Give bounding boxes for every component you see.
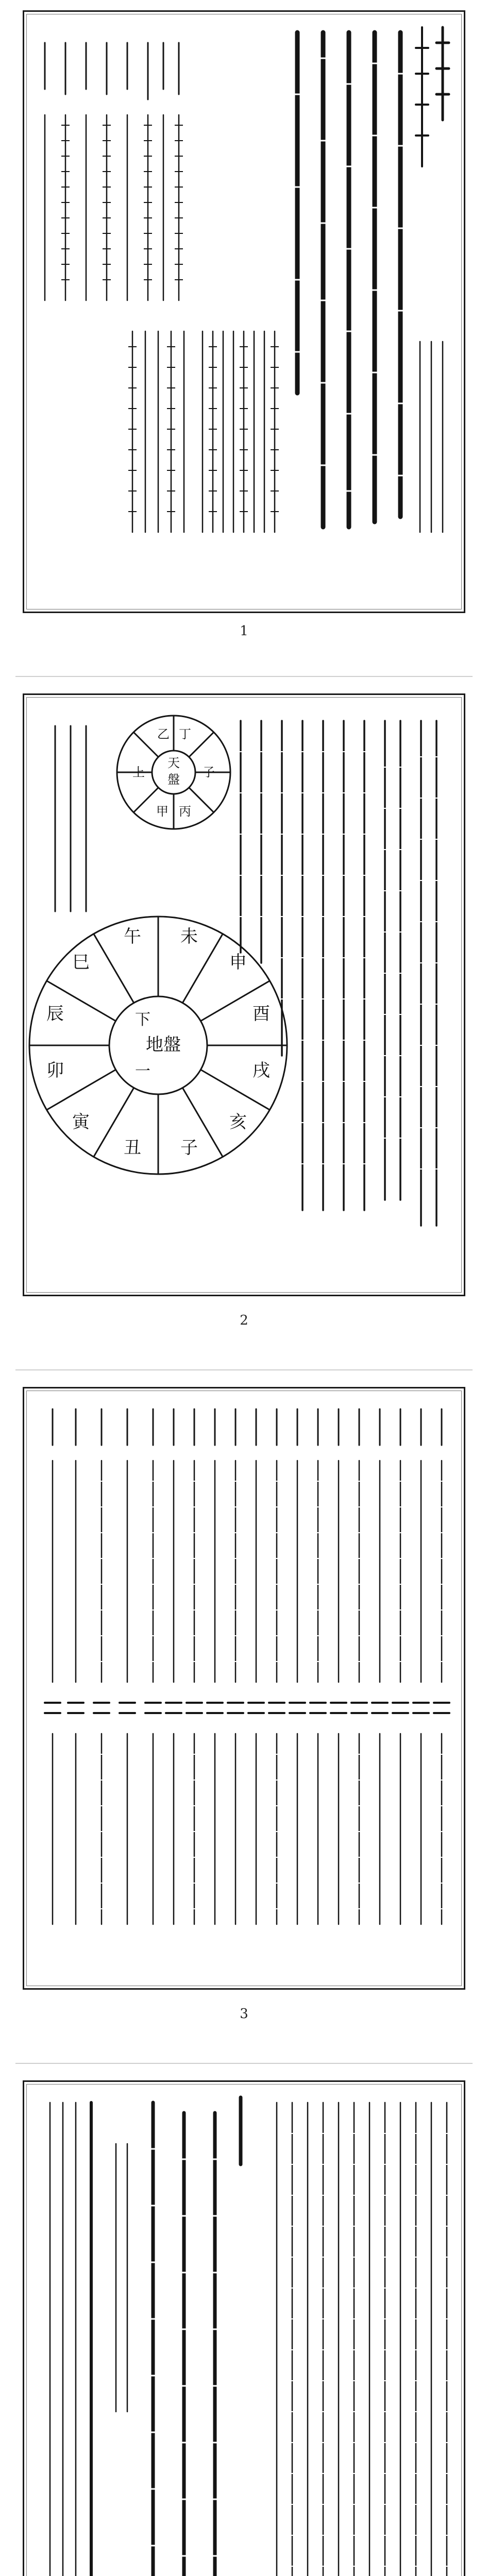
small-wheel-label-3: 上 (132, 765, 145, 779)
small-wheel-label-4: 天 (167, 756, 180, 770)
page-2-text-image (24, 695, 464, 1295)
page-separator-3 (0, 2052, 488, 2075)
page-3-scan (23, 1387, 465, 1990)
page-2-scan (23, 693, 465, 1296)
small-wheel (117, 716, 230, 829)
page-1-scan (23, 10, 465, 613)
ring-label-12: 寅 (72, 1112, 90, 1132)
page-3-columns (45, 1409, 449, 1924)
small-wheel-label-1: 乙 (157, 727, 170, 741)
large-wheel-center: 地盤 (146, 1035, 181, 1055)
page-2-columns (55, 721, 443, 1226)
page-1 (0, 0, 488, 680)
page-4-columns (45, 2097, 452, 2576)
small-wheel-label-5: 盤 (167, 772, 180, 787)
ring-label-6: 申 (229, 952, 247, 973)
ring-label-11: 丑 (124, 1138, 141, 1158)
small-wheel-label-8: 丙 (179, 804, 191, 819)
page-1-glyph-marks (61, 125, 279, 512)
page-4-scan (23, 2080, 465, 2576)
page-number-2: 2 (240, 1313, 248, 1328)
ring-label-10: 子 (180, 1138, 198, 1158)
page-separator-1 (0, 665, 488, 688)
page-4-text-image (24, 2082, 464, 2576)
page-3-text-image (24, 1388, 464, 1988)
large-wheel-inner-1: 下 (135, 1011, 150, 1029)
large-wheel-inner-2: 一 (135, 1062, 150, 1080)
small-wheel-label-2: 丁 (179, 727, 191, 741)
page-2 (0, 688, 488, 1368)
page-1-text-image (24, 12, 464, 612)
page-number-3: 3 (240, 2006, 248, 2022)
ring-label-1: 卯 (46, 1060, 64, 1081)
small-wheel-label-7: 甲 (156, 804, 169, 819)
ring-label-4: 午 (124, 926, 141, 947)
small-wheel-label-6: 子 (203, 765, 215, 779)
ring-label-7: 酉 (253, 1004, 270, 1024)
page-3 (0, 1382, 488, 2062)
ring-label-3: 巳 (72, 952, 90, 973)
large-wheel (29, 917, 287, 1174)
ring-label-2: 辰 (46, 1004, 64, 1024)
ring-label-8: 戌 (253, 1060, 270, 1081)
page-number-1: 1 (240, 623, 248, 639)
page-separator-2 (0, 1358, 488, 1382)
page-4 (0, 2075, 488, 2576)
ring-label-9: 亥 (229, 1112, 247, 1132)
ring-label-5: 未 (180, 926, 198, 947)
